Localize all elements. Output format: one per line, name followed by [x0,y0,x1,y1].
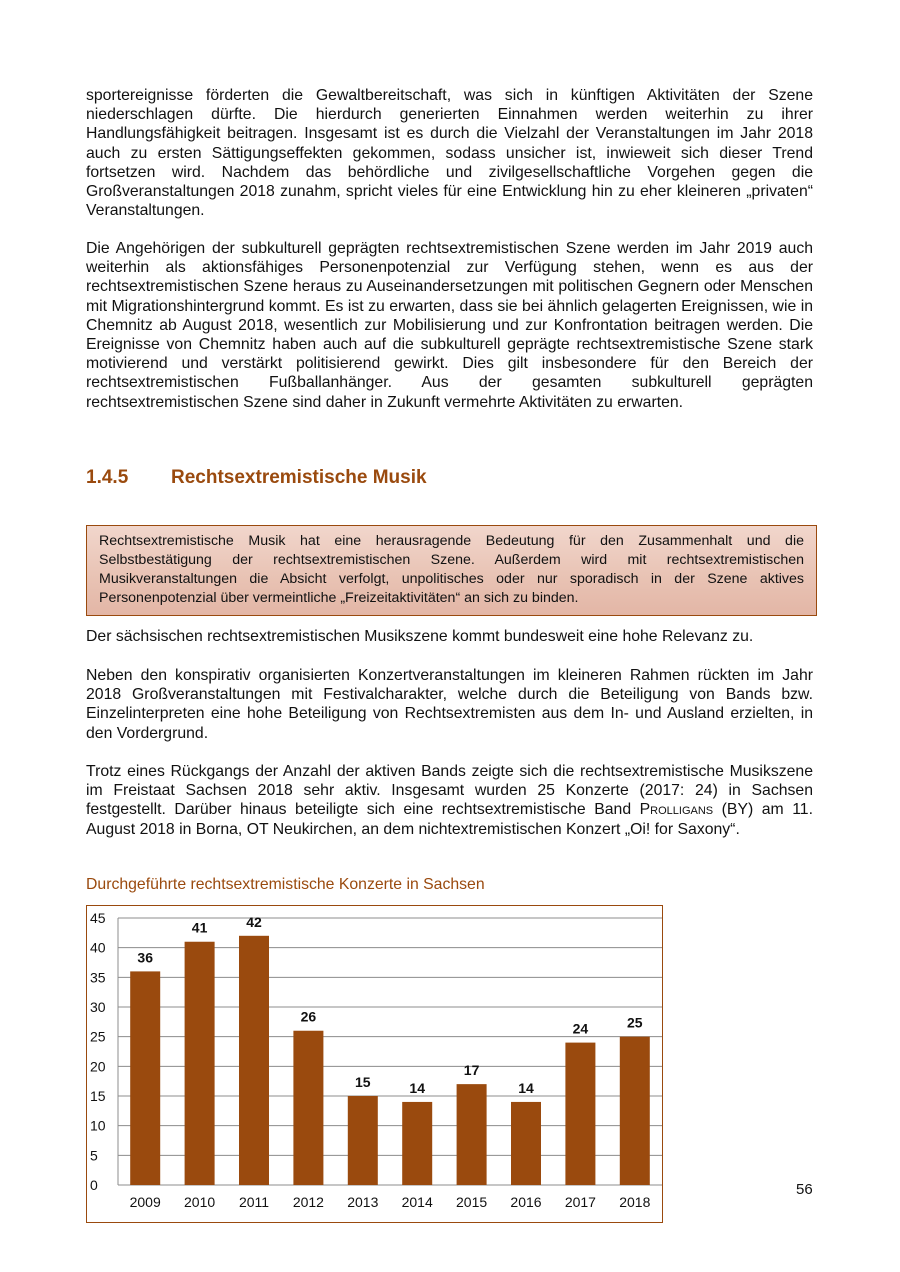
bar [130,971,160,1185]
section-number: 1.4.5 [86,467,129,488]
y-tick-label: 20 [90,1058,106,1075]
data-label: 36 [137,949,153,966]
data-label: 14 [409,1079,425,1096]
paragraph-2: Die Angehörigen der subkulturell geprägten rechtsextremistischen Szene werden im Jahr 2019 auch weiterhin als aktionsfähiges Personenpotenzial zur Verfügung stehen, wenn es aus der rechtsextremistischen Szene heraus zu Auseinandersetzungen mit politischen Gegnern oder Menschen mit Migrationshintergrund kommt. Es ist zu erwarten, dass sie bei ähnlich gelagerten Ereignissen, wie in Chemnitz ab August 2018, wesentlich zur Mobilisierung und zur Konfrontation beitragen werden. Die Ereignisse von Chemnitz haben auch auf die subkulturell geprägte rechtsextremistische Szene stark motivierend und verstärkt politisierend gewirkt. Dies gilt insbesondere für den Bereich der rechtsextremistischen Fußballanhänger. Aus der gesamten subkulturell geprägten rechtsextremistischen Szene sind daher in Zukunft vermehrte Aktivitäten zu erwarten. [86,240,813,411]
summary-box [86,525,817,616]
bar [239,936,269,1185]
paragraph-3: Der sächsischen rechtsextremistischen Musikszene kommt bundesweit eine hohe Relevanz zu. [86,628,754,645]
y-tick-label: 0 [90,1177,98,1193]
y-tick-label: 10 [90,1117,106,1134]
paragraph-5-part-2: (BY) am 11. August 2018 in Borna, OT Neukirchen, an dem nichtextremistischen Konzert „Oi! for Saxony“. [86,801,813,838]
x-tick-label: 2014 [401,1194,433,1210]
y-tick-label: 40 [90,939,106,956]
x-tick-label: 2018 [619,1194,651,1210]
bar [457,1084,487,1185]
paragraph-5-part-1: Trotz eines Rückgangs der Anzahl der aktiven Bands zeigte sich die rechtsextremistische Musikszene im Freistaat Sachsen 2018 sehr aktiv. Insgesamt wurden 25 Konzerte (2017: 24) in Sachsen festgestellt. Darüber hinaus beteiligte sich eine rechtsextremistische Band [86,763,813,819]
data-label: 15 [355,1074,371,1090]
bar [620,1037,650,1185]
data-label: 14 [518,1079,534,1096]
paragraph-1: sportereignisse förderten die Gewaltbereitschaft, was sich in künftigen Aktivitäten der Szene niederschlagen dürfte. Die hierdurch generierten Einnahmen werden weiterhin zu ihrer Handlungsfähigkeit beitragen. Insgesamt ist es durch die Vielzahl der Veranstaltungen im Jahr 2018 auch zu ersten Sättigungseffekten gekommen, sodass unsicher ist, inwieweit sich dieser Trend fortsetzen wird. Nachdem das behördliche und zivilgesellschaftliche Vorgehen gegen die Großveranstaltungen 2018 zunahm, spricht vieles für eine Entwicklung hin zu eher kleineren „privaten“ Veranstaltungen. [86,87,813,220]
y-tick-label: 45 [90,910,106,926]
band-name: Prolligans [639,801,714,819]
x-tick-label: 2011 [238,1194,270,1210]
x-tick-label: 2012 [292,1194,324,1210]
x-tick-label: 2010 [184,1194,216,1210]
x-tick-label: 2013 [347,1194,379,1210]
data-label: 41 [191,919,208,936]
bar [293,1031,323,1185]
paragraph-5 [86,762,813,839]
summary-box-text: Rechtsextremistische Musik hat eine herausragende Bedeutung für den Zusammenhalt und die Selbstbestätigung der rechtsextremistischen Szene. Außerdem wird mit rechtsextremistischen Musikveranstaltungen die Absicht verfolgt, unpolitisches oder nur sporadisch in der Szene aktives Personenpotenzial über vermeintliche „Freizeitaktivitäten“ an sich zu binden. [99,533,804,606]
bar [511,1102,541,1185]
x-tick-label: 2015 [456,1194,488,1210]
chart-title: Durchgeführte rechtsextremistische Konzerte in Sachsen [86,876,485,893]
bar-chart [86,905,663,1223]
data-label: 26 [300,1008,317,1025]
bar [402,1102,432,1185]
page-number: 56 [796,1181,813,1198]
x-tick-label: 2009 [129,1194,161,1210]
bar [185,942,215,1185]
x-tick-label: 2016 [510,1194,542,1210]
bar [565,1043,595,1185]
y-tick-label: 5 [90,1147,98,1164]
section-heading [86,467,427,489]
y-tick-label: 35 [90,969,106,986]
data-label: 17 [463,1062,480,1079]
paragraph-4: Neben den konspirativ organisierten Konzertveranstaltungen im kleineren Rahmen rückten im Jahr 2018 Großveranstaltungen mit Festivalcharakter, welche durch die Beteiligung von Bands bzw. Einzelinterpreten eine hohe Beteiligung von Rechtsextremisten aus dem In- und Ausland erzielten, in den Vordergrund. [86,667,813,742]
x-tick-label: 2017 [564,1194,596,1210]
y-tick-label: 25 [90,1028,106,1045]
data-label: 25 [627,1014,643,1031]
bar-chart-svg [87,906,664,1224]
data-label: 24 [572,1020,589,1037]
data-label: 42 [246,913,262,930]
y-tick-label: 30 [90,999,106,1015]
bar [348,1096,378,1185]
section-title: Rechtsextremistische Musik [171,467,427,488]
y-tick-label: 15 [90,1088,106,1104]
